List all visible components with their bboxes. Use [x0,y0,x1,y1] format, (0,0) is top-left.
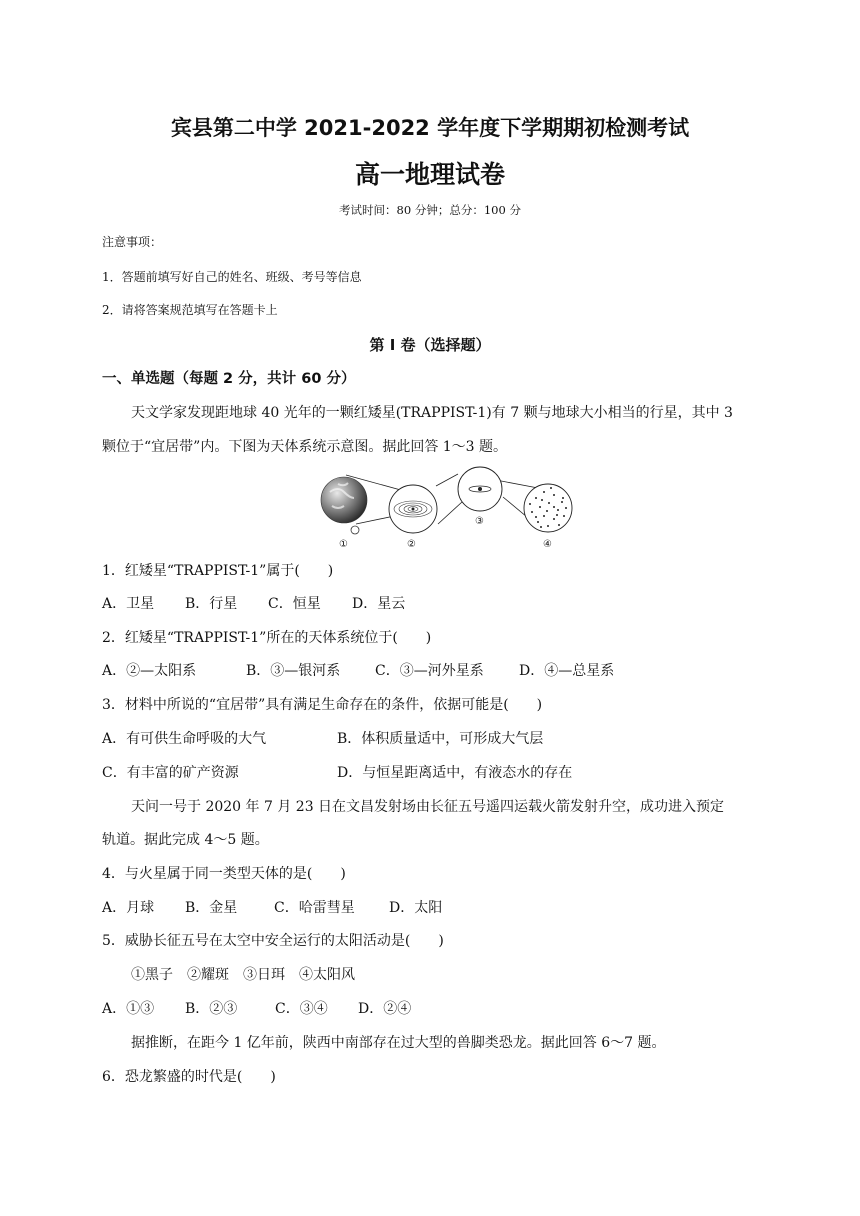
subject-title: 高一地理试卷 [354,160,505,189]
question-5-option-a: A．①③ [102,1001,155,1017]
figure-label-1: ① [339,539,348,550]
note-item-2: 2．请将答案规范填写在答题卡上 [102,303,278,317]
exam-title: 宾县第二中学 2021-2022 学年度下学期期初检测考试 [170,116,690,140]
passage-3-line-1: 据推断，在距今 1 亿年前，陕西中南部存在过大型的兽脚类恐龙。据此回答 6～7 题。 [131,1035,666,1051]
figure-label-2: ② [407,539,416,550]
question-3-option-b: B．体积质量适中，可形成大气层 [337,731,544,747]
passage-1-line-2: 颗位于“宜居带”内。下图为天体系统示意图。据此回答 1～3 题。 [102,439,508,455]
question-4-option-c: C．哈雷彗星 [274,900,355,916]
question-4-option-b: B．金星 [185,900,238,916]
passage-1-line-1: 天文学家发现距地球 40 光年的一颗红矮星(TRAPPIST-1)有 7 颗与地球大小相当的行星，其中 3 [131,405,733,421]
question-4-option-a: A．月球 [102,900,155,916]
question-2-option-d: D．④—总星系 [519,663,615,679]
volume-title: 第 I 卷（选择题） [369,336,491,354]
question-1-option-d: D．星云 [352,596,406,612]
exam-info: 考试时间：80 分钟；总分：100 分 [339,203,521,217]
question-5-option-b: B．②③ [185,1001,238,1017]
figure-label-4: ④ [543,539,552,550]
solar-system [389,485,437,533]
question-2-option-b: B．③—银河系 [246,663,341,679]
question-1-stem: 1．红矮星“TRAPPIST-1”属于( ) [102,563,334,579]
question-1-option-a: A．卫星 [102,596,155,612]
figure-label-3: ③ [475,516,484,527]
question-2-option-c: C．③—河外星系 [375,663,484,679]
question-1-option-c: C．恒星 [268,596,321,612]
question-6-stem: 6．恐龙繁盛的时代是( ) [102,1069,276,1085]
question-2-option-a: A．②—太阳系 [102,663,197,679]
question-4-stem: 4．与火星属于同一类型天体的是( ) [102,866,346,882]
question-1-option-b: B．行星 [185,596,238,612]
question-5-option-c: C．③④ [275,1001,328,1017]
part-title: 一、单选题（每题 2 分，共计 60 分） [102,371,356,387]
question-5-option-d: D．②④ [358,1001,412,1017]
question-3-option-a: A．有可供生命呼吸的大气 [102,731,267,747]
question-2-stem: 2．红矮星“TRAPPIST-1”所在的天体系统位于( ) [102,630,432,646]
notes-heading: 注意事项： [102,235,163,249]
celestial-system-figure [318,462,578,552]
earth-moon-system [321,477,367,534]
question-5-choices: ①黑子 ②耀斑 ③日珥 ④太阳风 [131,967,355,983]
galaxy [458,467,502,511]
passage-2-line-2: 轨道。据此完成 4～5 题。 [102,832,269,848]
question-3-option-c: C．有丰富的矿产资源 [102,765,239,781]
question-5-stem: 5．威胁长征五号在太空中安全运行的太阳活动是( ) [102,933,444,949]
note-item-1: 1．答题前填写好自己的姓名、班级、考号等信息 [102,270,362,284]
question-4-option-d: D．太阳 [389,900,443,916]
question-3-option-d: D．与恒星距离适中，有液态水的存在 [337,765,573,781]
question-3-stem: 3．材料中所说的“宜居带”具有满足生命存在的条件，依据可能是( ) [102,697,543,713]
passage-2-line-1: 天问一号于 2020 年 7 月 23 日在文昌发射场由长征五号遥四运载火箭发射升空，成功进入预定 [131,799,725,815]
universe [524,484,572,532]
